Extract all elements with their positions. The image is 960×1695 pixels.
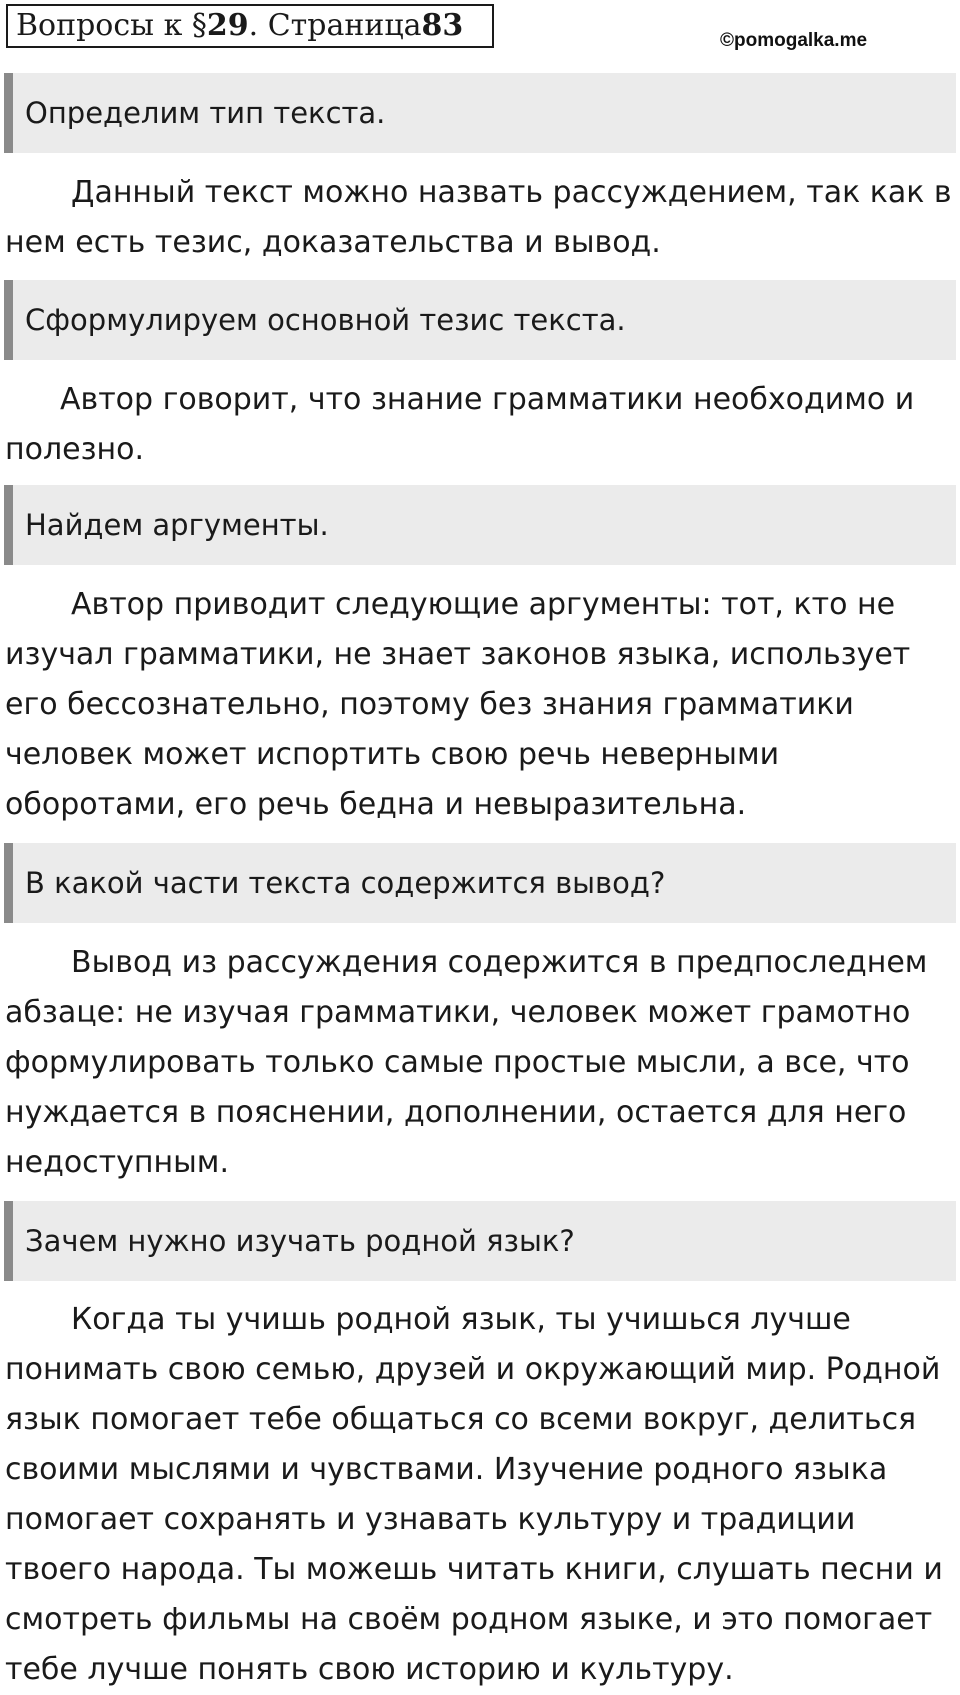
question-heading-4: В какой части текста содержится вывод? — [4, 843, 956, 923]
title-prefix: Вопросы к § — [16, 8, 207, 43]
answer-paragraph-1: Данный текст можно назвать рассуждением, так как в нем есть тезис, доказательства и вывод. — [5, 175, 952, 260]
watermark: ©pomogalka.me — [720, 30, 868, 51]
section-number: 29 — [206, 8, 249, 43]
answer-paragraph-4: Вывод из рассуждения содержится в предпоследнем абзаце: не изучая грамматики, человек может грамотно формулировать только самые простые мысли, а все, что нуждается в пояснении, дополнении, остается для него недоступным. — [5, 945, 928, 1180]
answer-paragraph-2: Автор говорит, что знание грамматики необходимо и полезно. — [5, 382, 915, 467]
question-heading-3: Найдем аргументы. — [4, 485, 956, 565]
page-number: 83 — [421, 8, 464, 43]
title-middle: . Страница — [248, 8, 422, 43]
page-title — [6, 4, 494, 48]
answer-paragraph-5: Когда ты учишь родной язык, ты учишься лучше понимать свою семью, друзей и окружающий мир. Родной язык помогает тебе общаться со всеми вокруг, делиться своими мыслями и чувствами. Изучение родного языка помогает сохранять и узнавать культуру и традиции твоего народа. Ты можешь читать книги, слушать песни и смотреть фильмы на своём родном языке, и это помогает тебе лучше понять свою историю и культуру. — [5, 1302, 943, 1687]
question-heading-1: Определим тип текста. — [4, 73, 956, 153]
question-heading-2: Сформулируем основной тезис текста. — [4, 280, 956, 360]
question-heading-5: Зачем нужно изучать родной язык? — [4, 1201, 956, 1281]
answer-paragraph-3: Автор приводит следующие аргументы: тот, кто не изучал грамматики, не знает законов языка, использует его бессознательно, поэтому без знания грамматики человек может испортить свою речь неверными оборотами, его речь бедна и невыразительна. — [5, 587, 911, 822]
